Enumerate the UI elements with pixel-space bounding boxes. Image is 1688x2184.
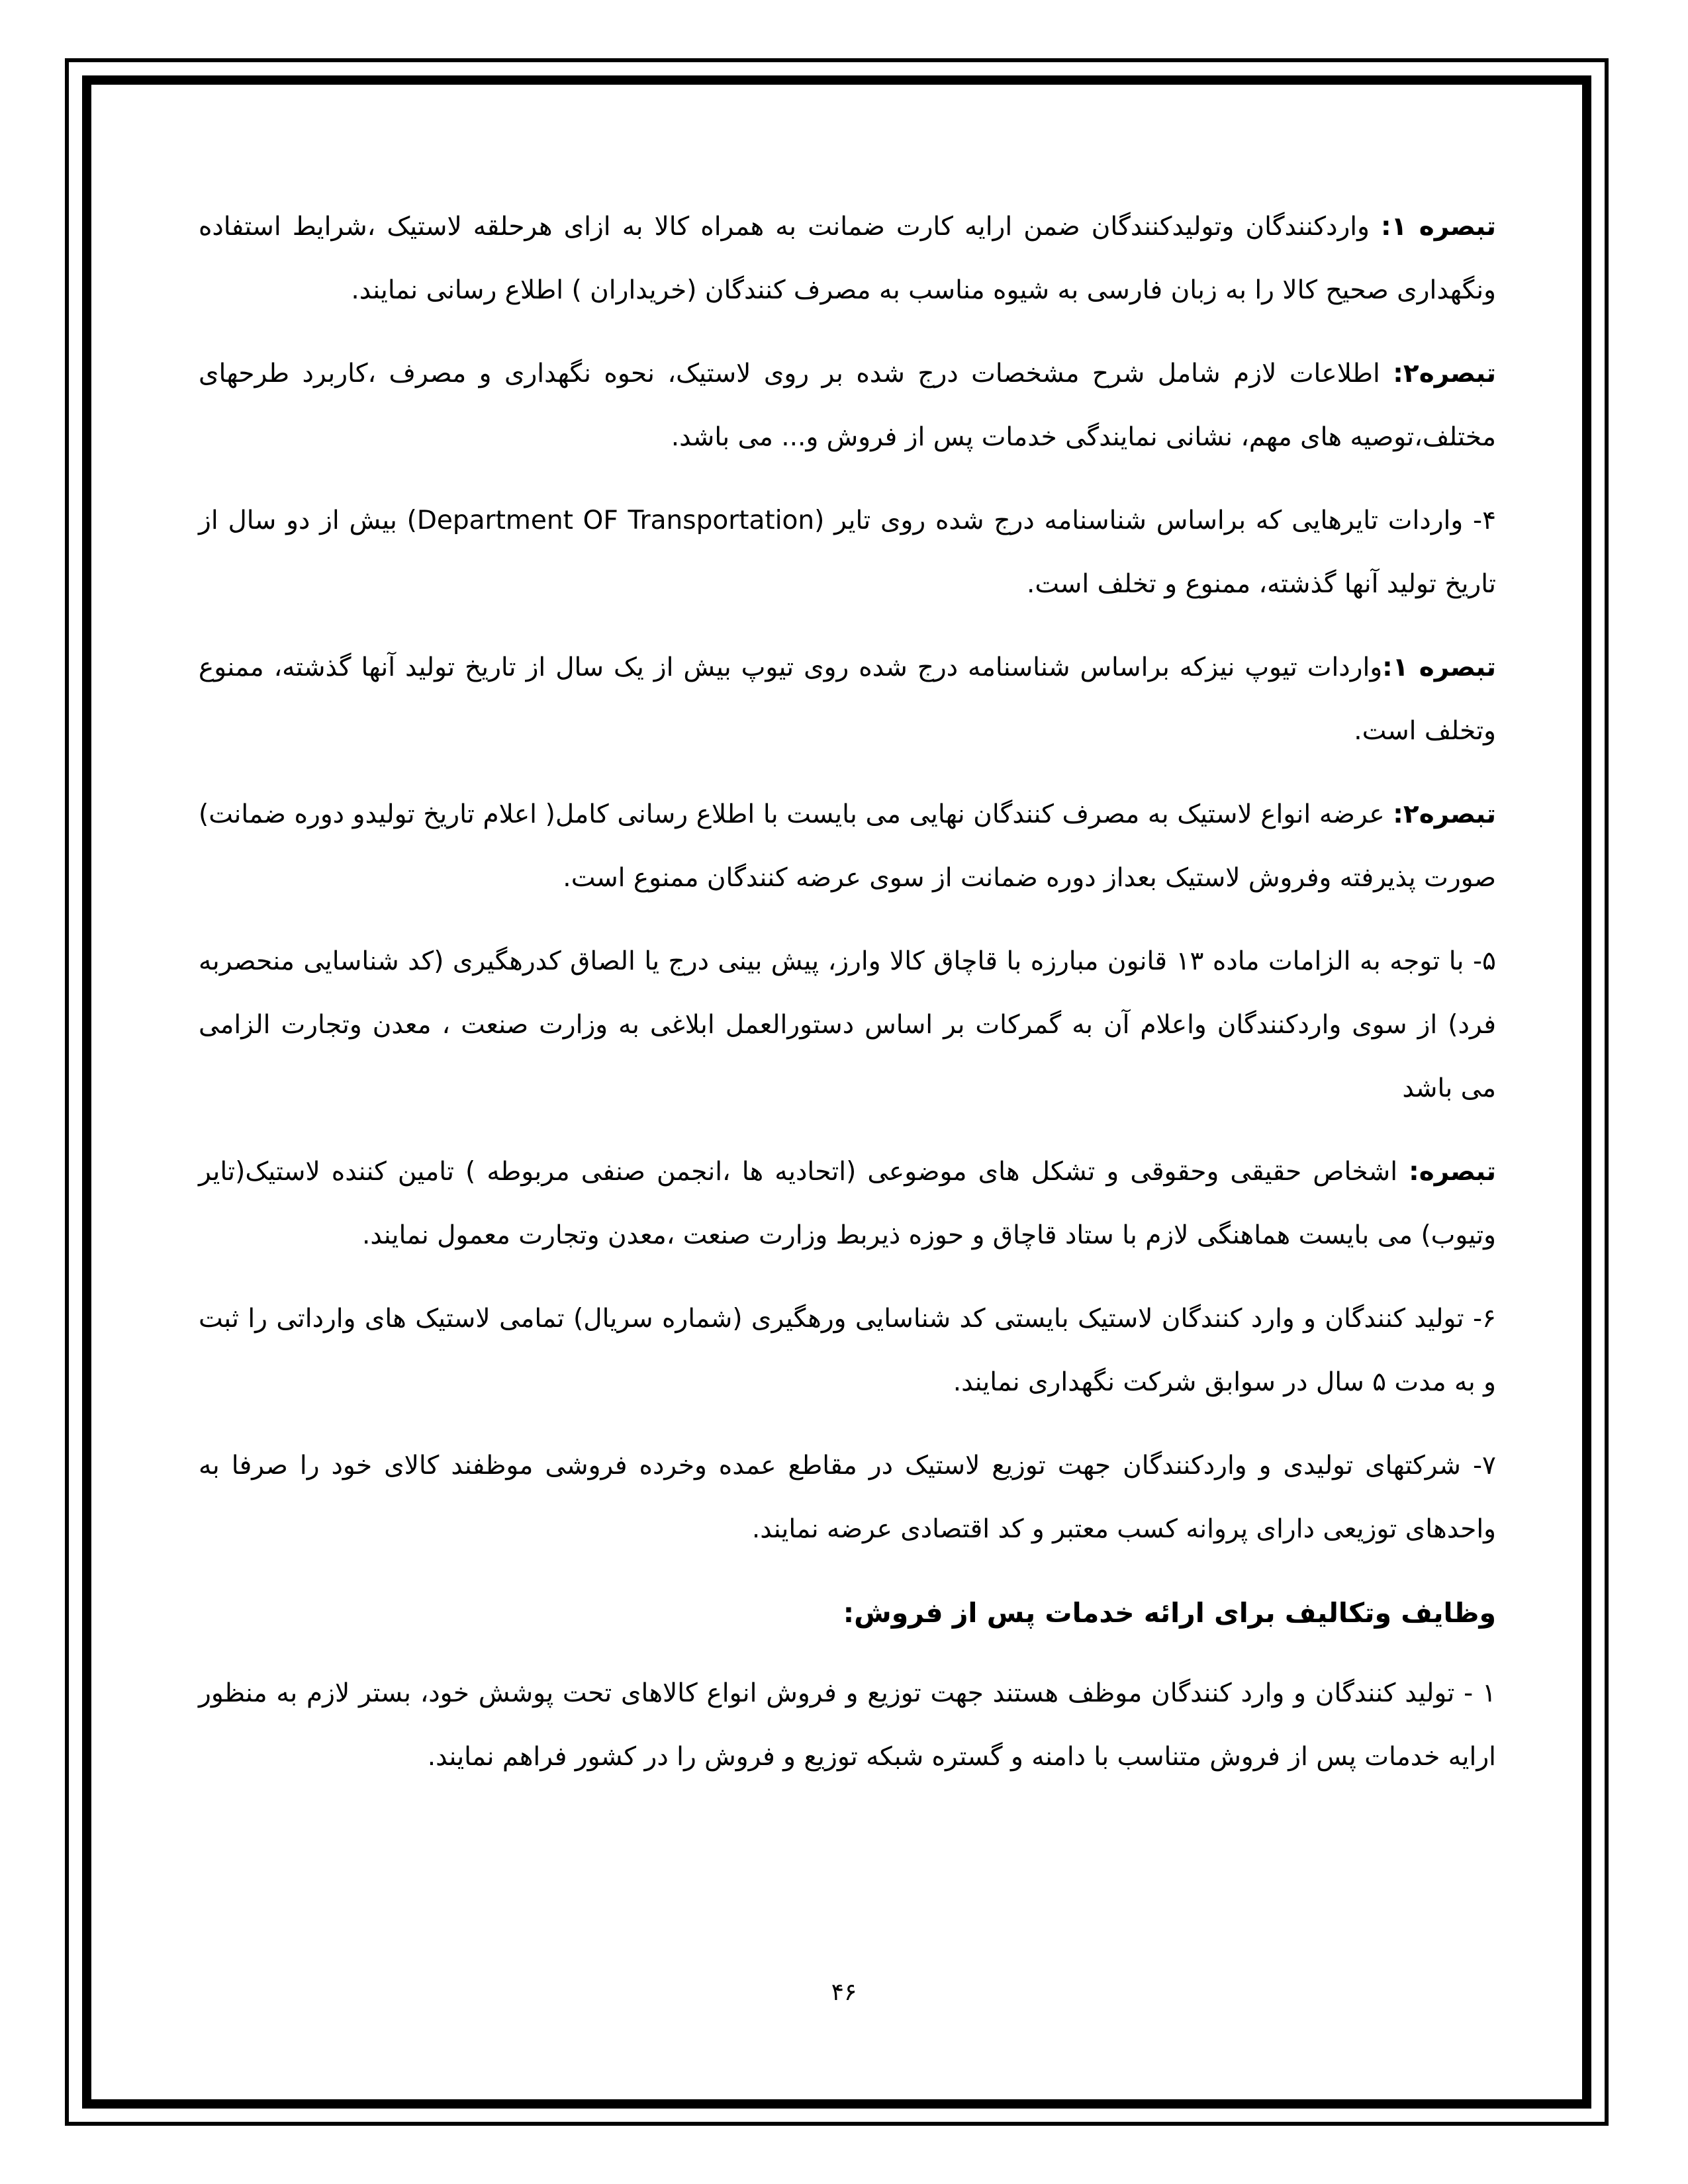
paragraph-text: ۴- واردات تایرهایی که براساس شناسنامه درج شده روی تایر ( xyxy=(814,506,1497,535)
note-label: تبصره ۱: xyxy=(1382,653,1496,682)
note-2-supply xyxy=(199,783,1496,910)
document-body xyxy=(199,195,1496,1809)
item-1-after-sales xyxy=(199,1662,1496,1789)
note-label: تبصره۲: xyxy=(1393,359,1496,388)
paragraph-text: ) بیش از دو سال از تاریخ تولید آنها گذشته، ممنوع و تخلف است. xyxy=(199,506,1496,599)
note-1-warranty-card xyxy=(199,195,1496,322)
note-label: تبصره۲: xyxy=(1393,799,1496,829)
item-7-distribution xyxy=(199,1434,1496,1561)
note-label: تبصره: xyxy=(1409,1157,1496,1187)
item-4-tire-import xyxy=(199,489,1496,616)
note-2-required-info xyxy=(199,342,1496,469)
paragraph-text: واردات تیوپ نیزکه براساس شناسنامه درج شده روی تیوپ بیش از یک سال از تاریخ تولید آنها گذشته، ممنوع وتخلف است. xyxy=(199,653,1496,746)
paragraph-text: اطلاعات لازم شامل شرح مشخصات درج شده بر روی لاستیک، نحوه نگهداری و مصرف ،کاربرد طرحهای مختلف،توصیه های مهم، نشانی نمایندگی خدمات پس از فروش و... می باشد. xyxy=(199,359,1496,452)
paragraph-text: ۷- شرکتهای تولیدی و واردکنندگان جهت توزیع لاستیک در مقاطع عمده وخرده فروشی موظفند کالای خود را صرفا به واحدهای توزیعی دارای پروانه کسب معتبر و کد اقتصادی عرضه نمایند. xyxy=(199,1451,1496,1544)
item-6-serial-records xyxy=(199,1287,1496,1414)
note-coordination xyxy=(199,1140,1496,1267)
paragraph-text: ۱ - تولید کنندگان و وارد کنندگان موظف هستند جهت توزیع و فروش انواع کالاهای تحت پوشش خود، بستر لازم به منظور ارایه خدمات پس از فروش متناسب با دامنه و گستره شبکه توزیع و فروش را در کشور فراهم نمایند. xyxy=(199,1678,1496,1772)
paragraph-text: واردکنندگان وتولیدکنندگان ضمن ارایه کارت ضمانت به همراه کالا به ازای هرحلقه لاستیک ،شرایط استفاده ونگهداری صحیح کالا را به زبان فارسی به شیوه مناسب به مصرف کنندگان (خریداران ) اطلاع رسانی نمایند. xyxy=(199,212,1496,305)
paragraph-text: ۵- با توجه به الزامات ماده ۱۳ قانون مبارزه با قاچاق کالا وارز، پیش بینی درج یا الصاق کدرهگیری (کد شناسایی منحصربه فرد) از سوی واردکنندگان واعلام آن به گمرکات بر اساس دستورالعمل ابلاغی به وزارت صنعت ، معدن وتجارت الزامی می باشد xyxy=(199,946,1496,1103)
note-1-tube-import xyxy=(199,636,1496,763)
item-5-tracking-code xyxy=(199,930,1496,1120)
section-heading: وظایف وتکالیف برای ارائه خدمات پس از فروش: xyxy=(843,1597,1496,1629)
paragraph-text: عرضه انواع لاستیک به مصرف کنندگان نهایی می بایست با اطلاع رسانی کامل( اعلام تاریخ تولیدو دوره ضمانت) صورت پذیرفته وفروش لاستیک بعداز دوره ضمانت از سوی عرضه کنندگان ممنوع است. xyxy=(199,799,1496,893)
page-number: ۴۶ xyxy=(831,1979,857,2006)
dot-term: Department OF Transportation xyxy=(416,506,815,535)
paragraph-text: ۶- تولید کنندگان و وارد کنندگان لاستیک بایستی کد شناسایی ورهگیری (شماره سریال) تمامی لاستیک های وارداتی را ثبت و به مدت ۵ سال در سوابق شرکت نگهداری نمایند. xyxy=(199,1304,1496,1397)
paragraph-text: اشخاص حقیقی وحقوقی و تشکل های موضوعی (اتحادیه ها ،انجمن صنفی مربوطه ) تامین کننده لاستیک(تایر وتیوب) می بایست هماهنگی لازم با ستاد قاچاق و حوزه ذیربط وزارت صنعت ،معدن وتجارت معمول نمایند. xyxy=(199,1157,1496,1250)
note-label: تبصره ۱: xyxy=(1381,212,1497,242)
